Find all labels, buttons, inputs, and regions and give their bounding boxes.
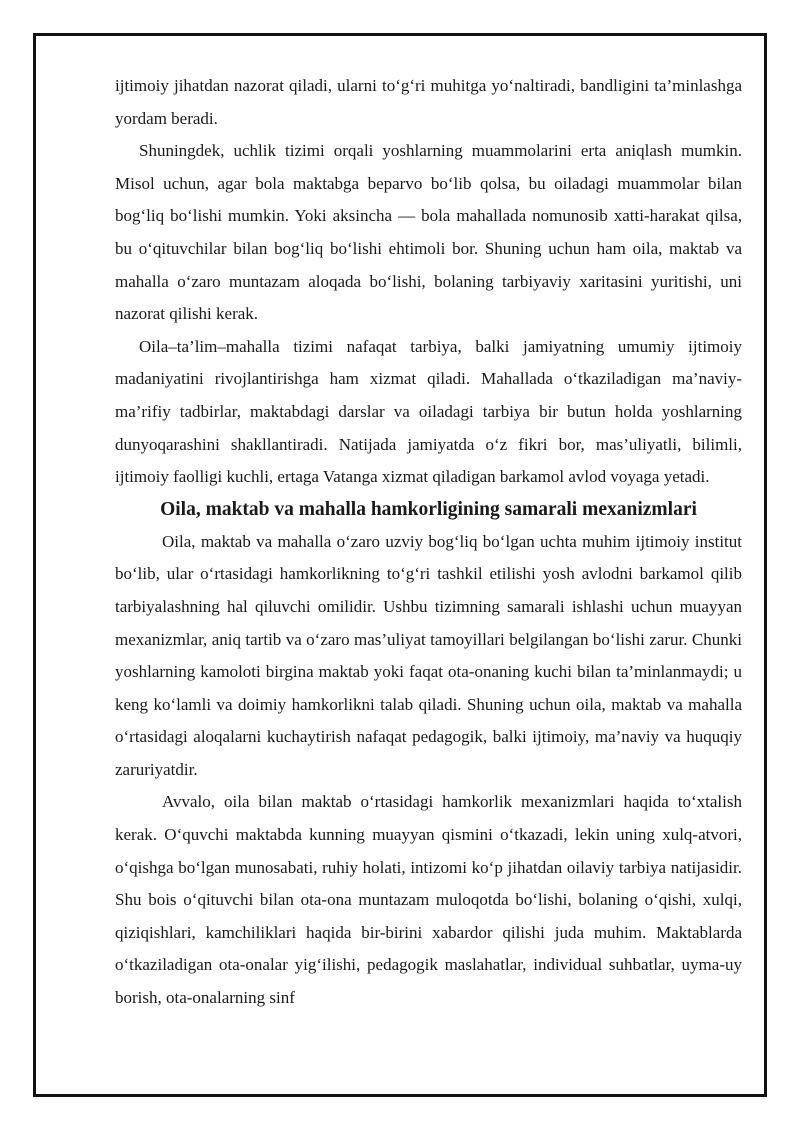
paragraph-early-detection: Shuningdek, uchlik tizimi orqali yoshlarning muammolarini erta aniqlash mumkin. Misol uchun, agar bola maktabga beparvo bo‘lib qolsa, bu oiladagi muammolar bilan bog‘liq bo‘lishi mumkin. Yoki aksincha — bola mahallada nomunosib xatti-harakat qilsa, bu o‘qituvchilar bilan bog‘liq bo‘lishi ehtimoli bor. Shuning uchun ham oila, maktab va mahalla o‘zaro muntazam aloqada bo‘lishi, bolaning tarbiyaviy xaritasini yuritishi, uni nazorat qilishi kerak. [115,141,742,324]
section-heading: Oila, maktab va mahalla hamkorligining samarali mexanizmlari [160,498,697,520]
paragraph-social-culture: Oila–ta’lim–mahalla tizimi nafaqat tarbiya, balki jamiyatning umumiy ijtimoiy madaniyatini rivojlantirishga ham xizmat qiladi. Mahallada o‘tkaziladigan ma’naviy-ma’rifiy tadbirlar, maktabdagi darslar va oiladagi tarbiya bir butun holda yoshlarning dunyoqarashini shakllantiradi. Natijada jamiyatda o‘z fikri bor, mas’uliyatli, bilimli, ijtimoiy faolligi kuchli, ertaga Vatanga xizmat qiladigan barkamol avlod voyaga yetadi. [115,336,742,487]
document-body [115,70,742,1015]
paragraph-continuation: ijtimoiy jihatdan nazorat qiladi, ularni to‘g‘ri muhitga yo‘naltiradi, bandligini ta’minlashga yordam beradi. [115,76,742,128]
paragraph-family-school: Avvalo, oila bilan maktab o‘rtasidagi hamkorlik mexanizmlari haqida to‘xtalish kerak. O‘quvchi maktabda kunning muayyan qismini o‘tkazadi, lekin uning xulq-atvori, o‘qishga bo‘lgan munosabati, ruhiy holati, intizomi ko‘p jihatdan oilaviy tarbiya natijasidir. Shu bois o‘qituvchi bilan ota-ona muntazam muloqotda bo‘lishi, bolaning o‘qishi, xulqi, qiziqishlari, kamchiliklari haqida bir-birini xabardor qilishi juda muhim. Maktablarda o‘tkaziladigan ota-onalar yig‘ilishi, pedagogik maslahatlar, individual suhbatlar, uyma-uy borish, ota-onalarning sinf [115,792,742,1008]
paragraph-institutions: Oila, maktab va mahalla o‘zaro uzviy bog‘liq bo‘lgan uchta muhim ijtimoiy institut bo‘lib, ular o‘rtasidagi hamkorlikning to‘g‘ri tashkil etilishi yosh avlodni barkamol qilib tarbiyalashning hal qiluvchi omilidir. Ushbu tizimning samarali ishlashi uchun muayyan mexanizmlar, aniq tartib va o‘zaro mas’uliyat tamoyillari belgilangan bo‘lishi zarur. Chunki yoshlarning kamoloti birgina maktab yoki faqat ota-onaning kuchi bilan ta’minlanmaydi; u keng ko‘lamli va doimiy hamkorlikni talab qiladi. Shuning uchun oila, maktab va mahalla o‘rtasidagi aloqalarni kuchaytirish nafaqat pedagogik, balki ijtimoiy, ma’naviy va huquqiy zaruriyatdir. [115,531,742,779]
